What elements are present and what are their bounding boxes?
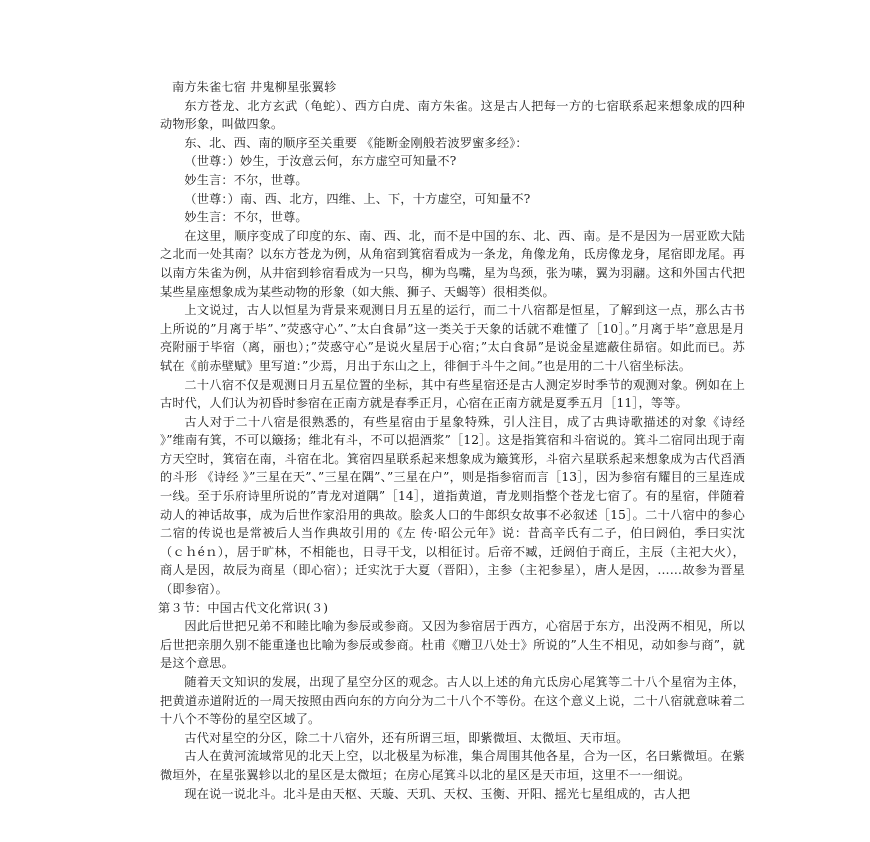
section-heading: 第３节：中国古代文化常识(３) <box>158 600 329 615</box>
paragraph: 现在说一说北斗。北斗是由天枢、天璇、天玑、天权、玉衡、开阳、摇光七星组成的，古人把 <box>184 786 691 801</box>
paragraph: 古人在黄河流域常见的北天上空，以北极星为标准，集合周围其他各星，合为一区，名曰紫微垣。在紫微垣外，在星张翼轸以北的星区是太微垣；在房心尾箕斗以北的星区是天市垣，这里不一一细说。 <box>160 749 745 782</box>
paragraph: 在这里，顺序变成了印度的东、南、西、北，而不是中国的东、北、西、南。是不是因为一居亚欧大陆之北而一处其南？以东方苍龙为例，从角宿到箕宿看成为一条龙，角像龙角，氐房像龙身，尾宿即龙尾。再以南方朱雀为例，从井宿到轸宿看成为一只鸟，柳为鸟嘴，星为鸟颈，张为嗉，翼为羽翮。这和外国古代把某些星座想象成为某些动物的形象（如大熊、狮子、天蝎等）很相类似。 <box>160 228 745 299</box>
paragraph: 东、北、西、南的顺序至关重要 《能断金刚般若波罗蜜多经》： <box>184 135 528 150</box>
paragraph: 古代对星空的分区，除二十八宿外，还有所谓三垣，即紫微垣、太微垣、天市垣。 <box>184 730 629 745</box>
heading-line: 南方朱雀七宿 井鬼柳星张翼轸 <box>172 80 337 94</box>
paragraph: 随着天文知识的发展，出现了星空分区的观念。古人以上述的角亢氐房心尾箕等二十八个星宿为主体，把黄道赤道附近的一周天按照由西向东的方向分为二十八个不等份。在这个意义上说，二十八宿就意味着二十八个不等份的星空区域了。 <box>160 675 745 727</box>
paragraph: 二十八宿不仅是观测日月五星位置的坐标，其中有些星宿还是古人测定岁时季节的观测对象。例如在上古时代，人们认为初昏时参宿在正南方就是春季正月，心宿在正南方就是夏季五月［11］，等等。 <box>160 377 745 411</box>
paragraph: 古人对于二十八宿是很熟悉的，有些星宿由于星象特殊，引人注目，成了古典诗歌描述的对象《诗经 》”维南有箕，不可以簸扬；维北有斗，不可以挹酒浆”［12］。这是指箕宿和斗宿说的。箕斗二宿同出现于南方天空时，箕宿在南，斗宿在北。箕宿四星联系起来想象成为簸箕形，斗宿六星联系起来想象成为古代舀酒的斗形 《诗经 》”三星在天”、”三星在隅”、”三星在户”，则是指参宿而言［13］，因为参宿有耀目的三星连成一线。至于乐府诗里所说的”青龙对道隅”［14］，道指黄道，青龙则指整个苍龙七宿了。有的星宿，伴随着动人的神话故事，成为后世作家沿用的典故。脍炙人口的牛郎织女故事不必叙述［15］。二十八宿中的参心二宿的传说也是常被后人当作典故引用的《左 传·昭公元年》说：昔高辛氏有二子，伯曰阏伯，季曰实沈（ｃｈéｎ），居于旷林，不相能也，日寻干戈，以相征讨。后帝不臧，迁阏伯于商丘，主辰（主祀大火），商人是因，故辰为商星（即心宿）；迁实沈于大夏（晋阳），主参（主祀参星），唐人是因，……故参为晋星（即参宿）。 <box>160 414 745 597</box>
quote-line: 妙生言：不尔，世尊。 <box>184 210 308 225</box>
paragraph: 东方苍龙、北方玄武（龟蛇）、西方白虎、南方朱雀。这是古人把每一方的七宿联系起来想象成的四种动物形象，叫做四象。 <box>160 98 745 132</box>
quote-line: （世尊：）南、西、北方，四维、上、下，十方虚空，可知量不? <box>184 191 531 206</box>
quote-line: 妙生言：不尔，世尊。 <box>184 172 308 187</box>
quote-line: （世尊：）妙生，于汝意云何，东方虚空可知量不? <box>184 154 457 169</box>
document-body <box>160 78 745 803</box>
paragraph: 因此后世把兄弟不和睦比喻为参辰或参商。又因为参宿居于西方，心宿居于东方，出没两不相见，所以后世把亲朋久别不能重逢也比喻为参辰或参商。杜甫《赠卫八处士》所说的”人生不相见，动如参与商”，就是这个意思。 <box>160 619 745 671</box>
paragraph: 上文说过，古人以恒星为背景来观测日月五星的运行，而二十八宿都是恒星，了解到这一点，那么古书上所说的”月离于毕”、”荧惑守心”、”太白食昴”这一类关于天象的话就不难懂了［10］。”月离于毕”意思是月亮附丽于毕宿（离，丽也）；”荧惑守心”是说火星居于心宿；”太白食昴”是说金星遮蔽住昴宿。如此而已。苏轼在《前赤壁赋》里写道：”少焉，月出于东山之上，徘徊于斗牛之间。”也是用的二十八宿坐标法。 <box>160 303 745 373</box>
